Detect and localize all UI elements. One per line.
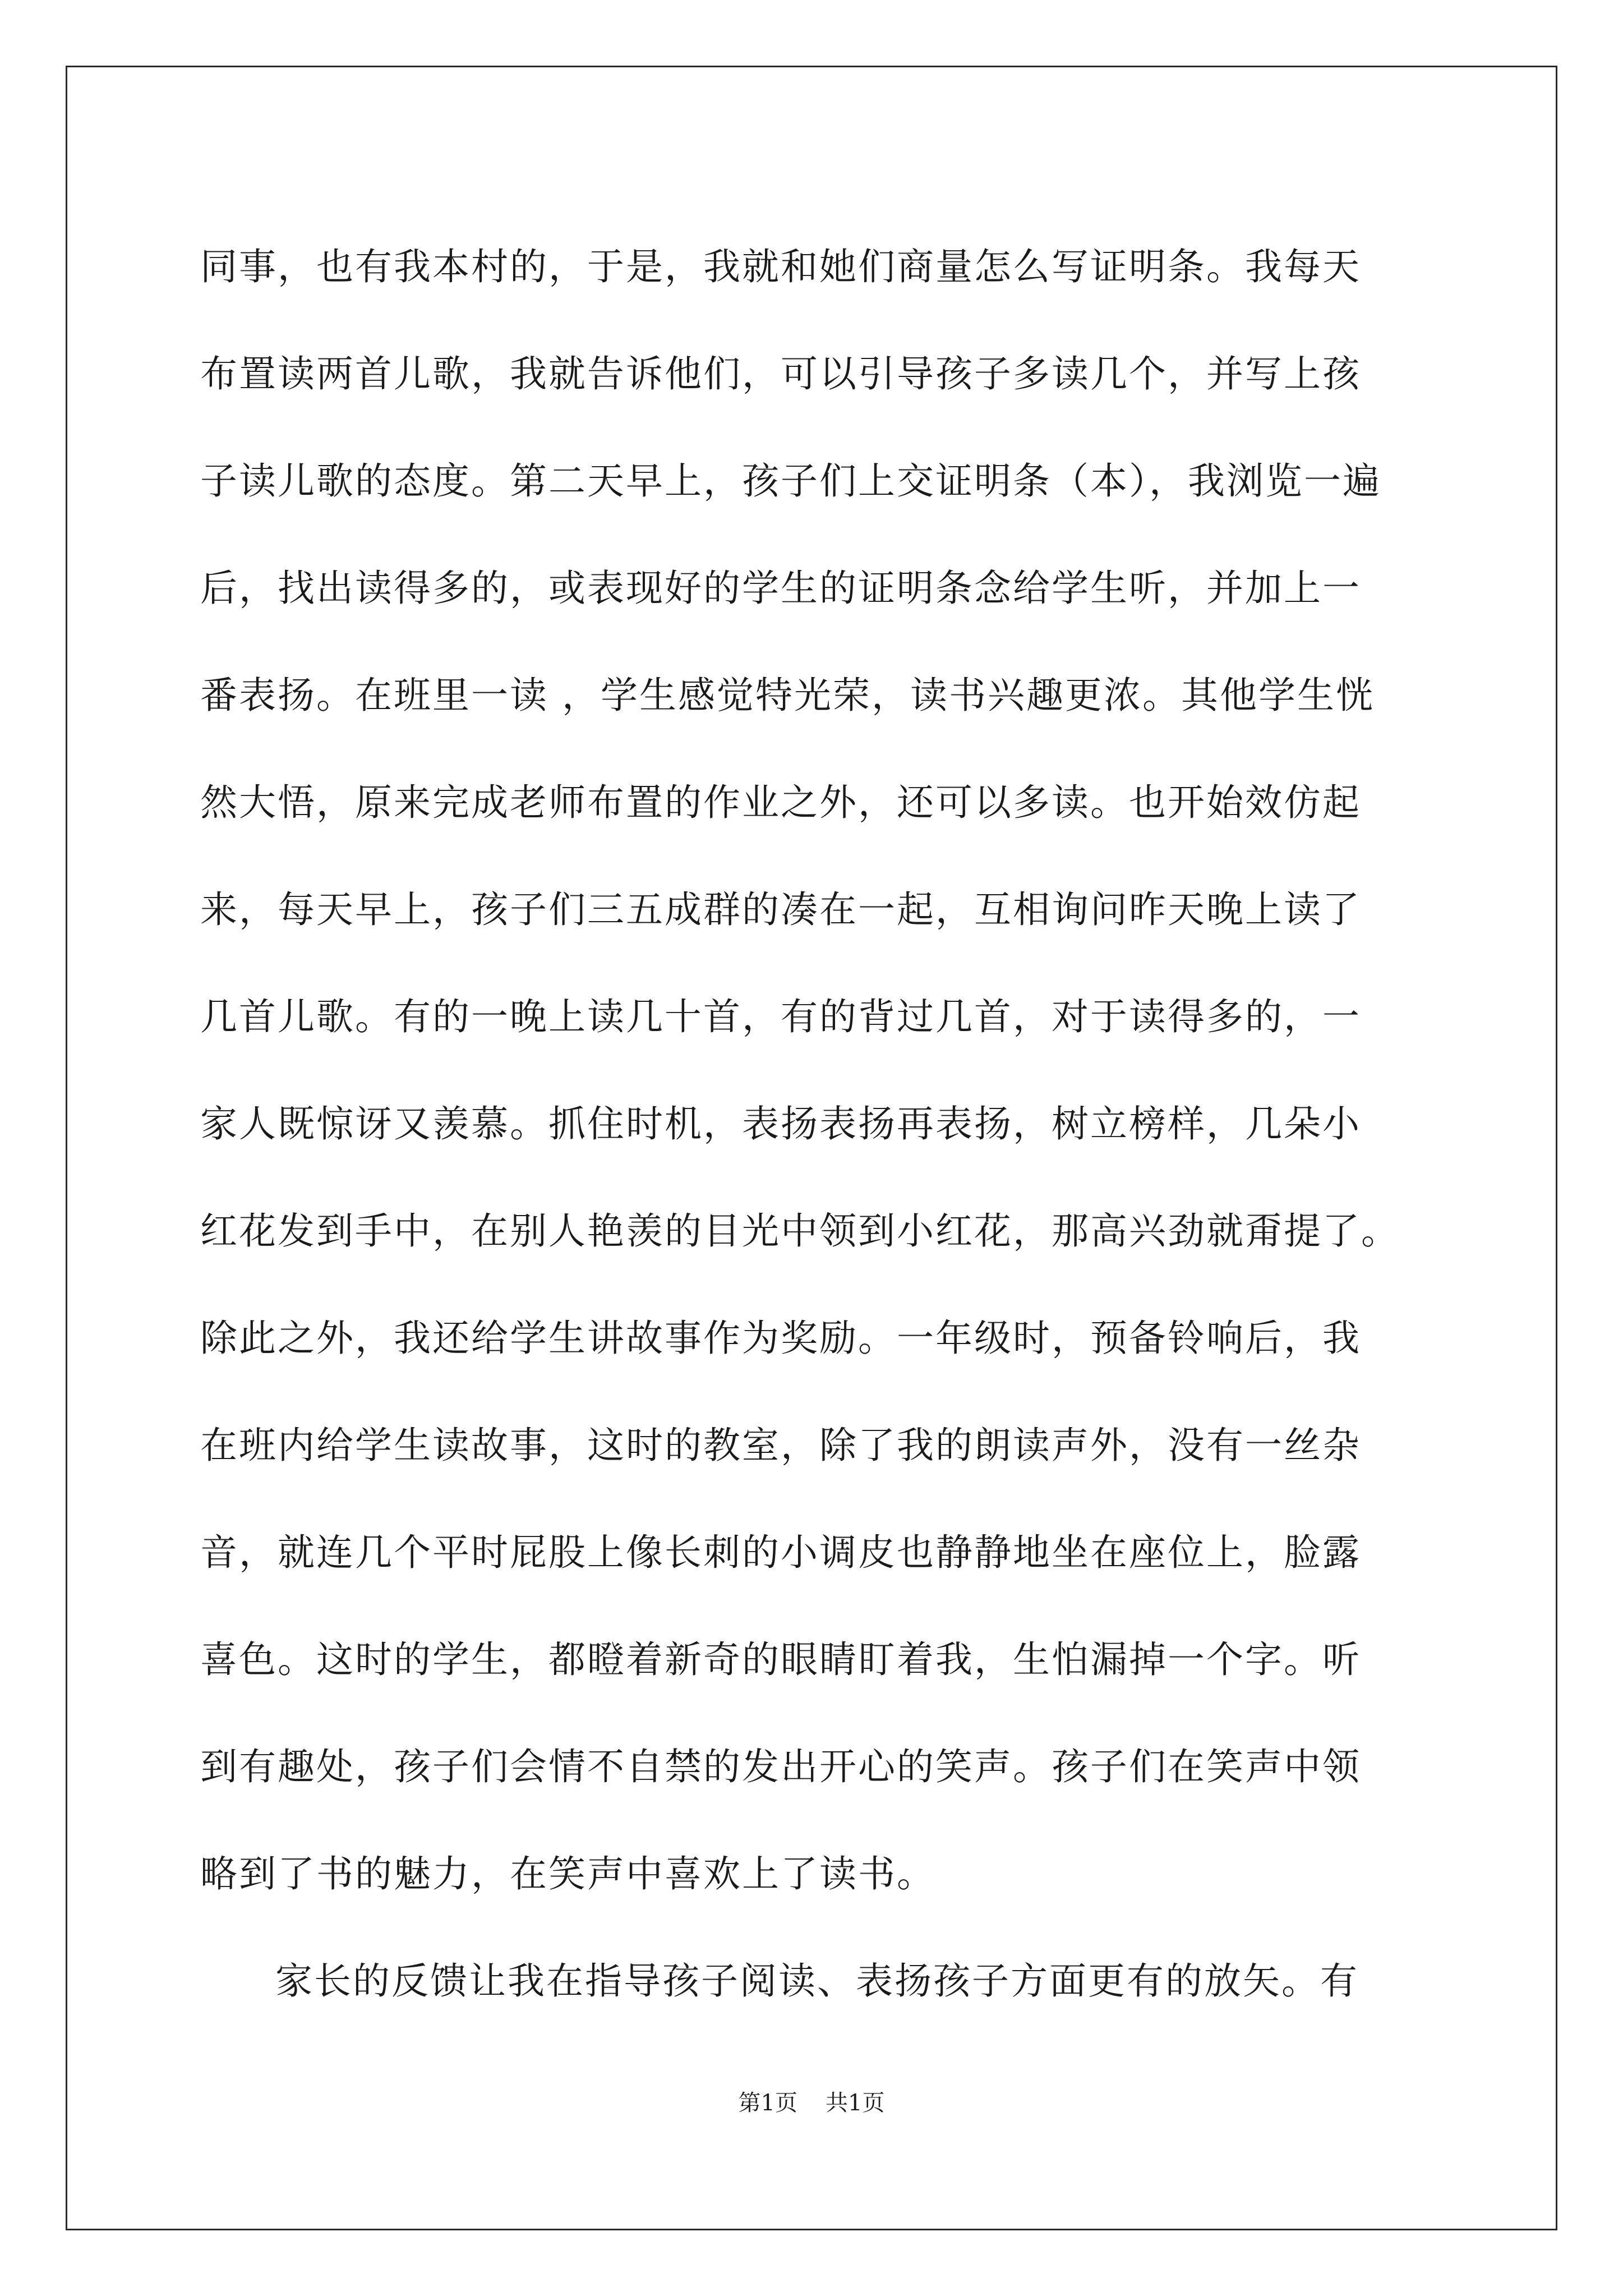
page-number: 第1页 bbox=[738, 2090, 797, 2116]
text-line: 喜色。这时的学生，都瞪着新奇的眼睛盯着我，生怕漏掉一个字。听 bbox=[200, 1638, 1361, 1681]
paragraph-start-line: 家长的反馈让我在指导孩子阅读、表扬孩子方面更有的放矢。有 bbox=[275, 1959, 1359, 2003]
text-line: 几首儿歌。有的一晚上读几十首，有的背过几首，对于读得多的，一 bbox=[200, 995, 1361, 1038]
document-body bbox=[200, 213, 1434, 2035]
text-line: 布置读两首儿歌，我就告诉他们，可以引导孩子多读几个，并写上孩 bbox=[200, 352, 1361, 395]
text-line: 到有趣处，孩子们会情不自禁的发出开心的笑声。孩子们在笑声中领 bbox=[200, 1745, 1361, 1788]
text-line: 红花发到手中，在别人艳羡的目光中领到小红花，那高兴劲就甭提了。 bbox=[200, 1209, 1400, 1253]
text-line: 在班内给学生读故事，这时的教室，除了我的朗读声外，没有一丝杂 bbox=[200, 1424, 1361, 1467]
text-line: 音，就连几个平时屁股上像长刺的小调皮也静静地坐在座位上，脸露 bbox=[200, 1531, 1361, 1574]
text-line: 除此之外，我还给学生讲故事作为奖励。一年级时，预备铃响后，我 bbox=[200, 1317, 1361, 1360]
text-line: 同事，也有我本村的，于是，我就和她们商量怎么写证明条。我每天 bbox=[200, 245, 1361, 288]
text-line: 来，每天早上，孩子们三五成群的凑在一起，互相询问昨天晚上读了 bbox=[200, 888, 1361, 931]
text-line: 后，找出读得多的，或表现好的学生的证明条念给学生听，并加上一 bbox=[200, 567, 1361, 610]
text-line: 家人既惊讶又羡慕。抓住时机，表扬表扬再表扬，树立榜样，几朵小 bbox=[200, 1102, 1361, 1145]
page-total: 共1页 bbox=[826, 2090, 885, 2116]
text-line: 子读儿歌的态度。第二天早上，孩子们上交证明条（本），我浏览一遍 bbox=[200, 459, 1381, 503]
text-line: 然大悟，原来完成老师布置的作业之外，还可以多读。也开始效仿起 bbox=[200, 781, 1361, 824]
page-footer bbox=[0, 2085, 1623, 2117]
text-line: 番表扬。在班里一读 ，学生感觉特光荣，读书兴趣更浓。其他学生恍 bbox=[200, 674, 1375, 717]
text-line: 略到了书的魅力，在笑声中喜欢上了读书。 bbox=[200, 1852, 935, 1895]
